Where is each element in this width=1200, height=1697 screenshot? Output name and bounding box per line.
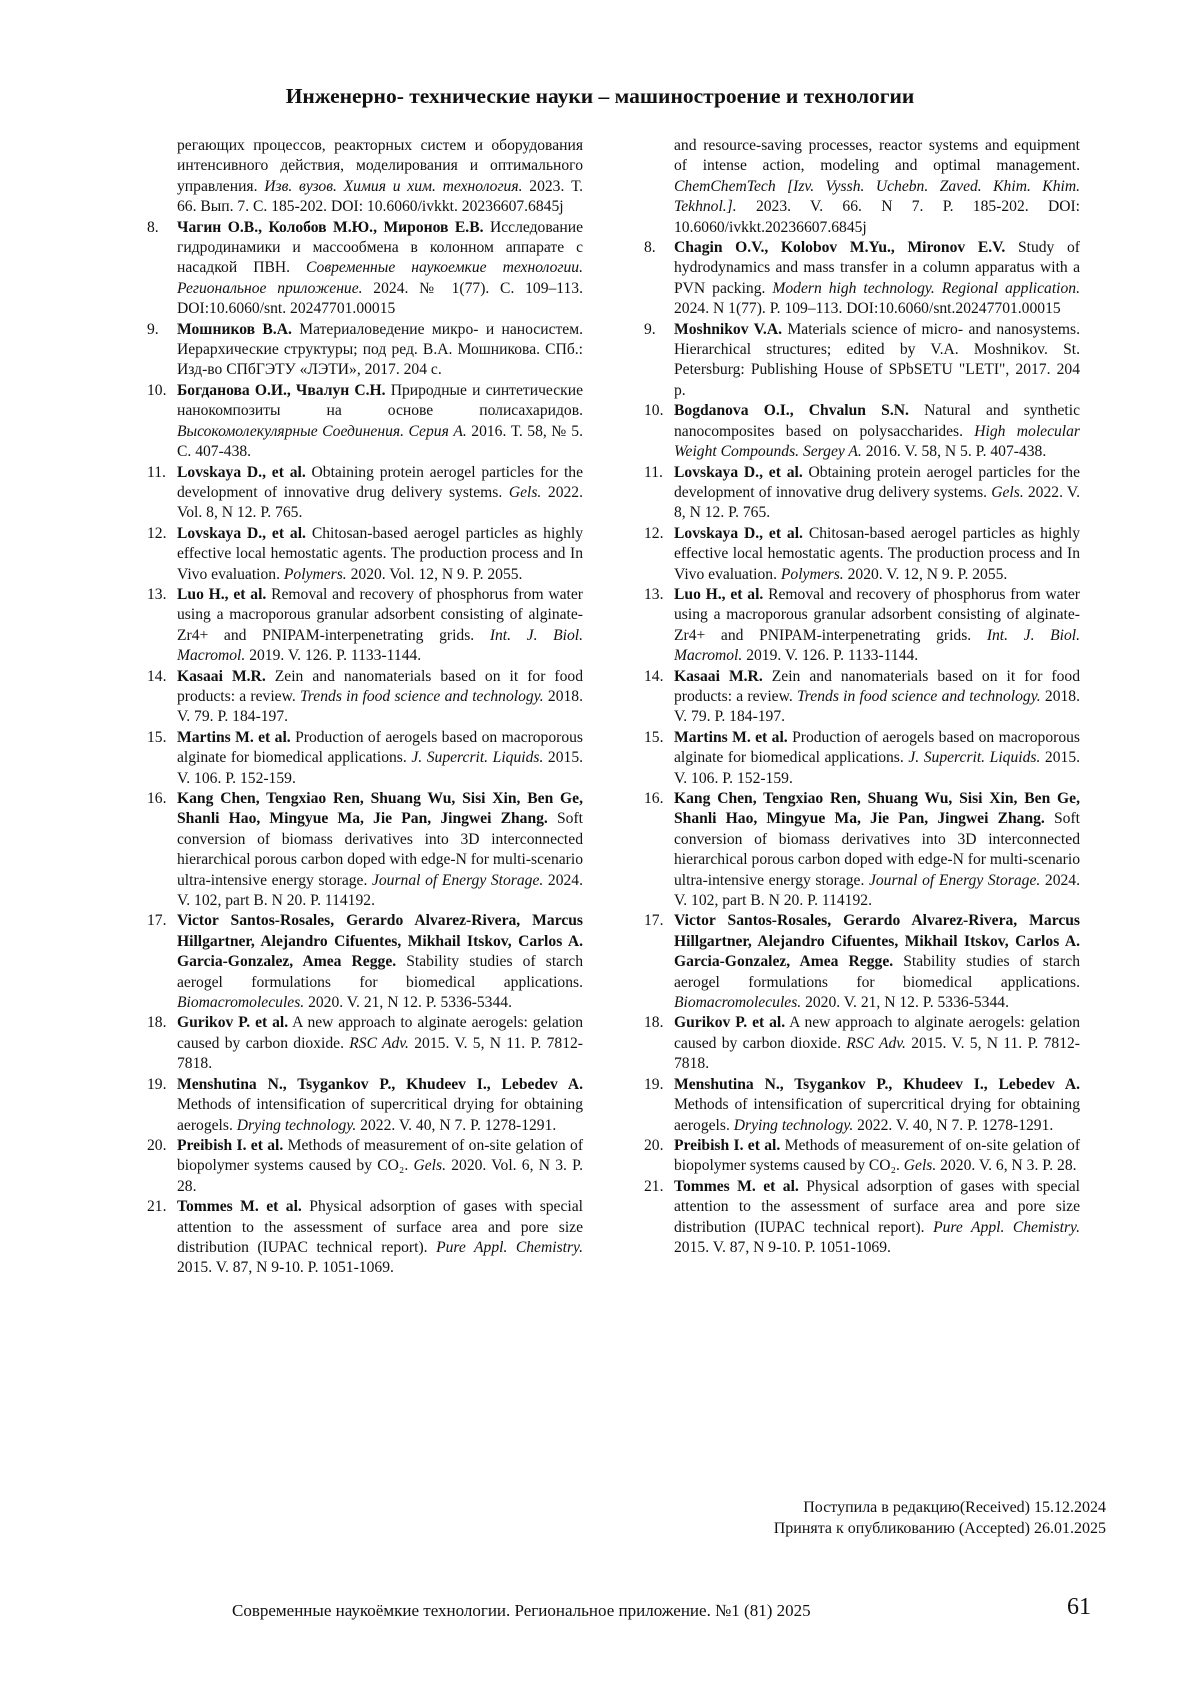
reference-item — [147, 1197, 583, 1279]
reference-title: Methods of intensification of supercritical drying for obtaining aerogels. — [674, 1096, 1080, 1134]
reference-item — [644, 585, 1080, 667]
reference-item — [644, 1013, 1080, 1074]
reference-item — [147, 789, 583, 911]
reference-details: 2020. V. 21, N 12. P. 5336-5344. — [304, 994, 512, 1012]
reference-authors: Victor Santos-Rosales, Gerardo Alvarez-Rivera, Marcus Hillgartner, Alejandro Cifuentes, Mikhail Itskov, Carlos A. Garcia-Gonzalez, Amea Regge. — [674, 912, 1080, 971]
page-number: 61 — [1067, 1594, 1091, 1620]
reference-details: 2022. V. 40, N 7. P. 1278-1291. — [356, 1116, 557, 1134]
reference-body — [674, 238, 1080, 320]
reference-number: 20. — [147, 1136, 167, 1154]
reference-details: 2015. V. 87, N 9-10. P. 1051-1069. — [177, 1259, 394, 1277]
reference-journal: Gels. — [508, 483, 542, 501]
reference-number: 14. — [644, 667, 664, 685]
reference-authors: Martins M. et al. — [674, 728, 788, 746]
reference-item — [147, 1075, 583, 1136]
reference-number: 18. — [644, 1014, 664, 1032]
reference-title: Материаловедение микро- и наносистем. Иерархические структуры; под ред. В.А. Мошникова. СПб.: Изд-во СПбГЭТУ «ЛЭТИ», 2017. 204 с. — [177, 320, 583, 379]
reference-details: 2016. Т. 58, № 5. С. 407-438. — [177, 422, 583, 461]
reference-number: 19. — [644, 1075, 664, 1093]
reference-body — [177, 524, 583, 585]
reference-body — [177, 463, 583, 524]
reference-item — [147, 1136, 583, 1197]
reference-body — [674, 911, 1080, 1013]
reference-number: 18. — [147, 1014, 167, 1032]
reference-list-russian — [147, 218, 583, 1279]
reference-authors: Богданова О.И., Чвалун С.Н. — [177, 381, 386, 399]
reference-authors: Gurikov P. et al. — [177, 1014, 289, 1032]
reference-details: 2020. V. 6, N 3. P. 28. — [936, 1157, 1077, 1175]
reference-number: 17. — [147, 912, 167, 930]
reference-details: 2015. V. 87, N 9-10. P. 1051-1069. — [674, 1238, 891, 1256]
reference-list-english — [644, 238, 1080, 1258]
reference-number: 12. — [147, 524, 167, 542]
reference-item — [644, 1136, 1080, 1177]
reference-number: 11. — [147, 463, 166, 481]
reference-authors: Kasaai M.R. — [674, 667, 763, 685]
reference-journal: Gels. — [413, 1157, 446, 1175]
reference-authors: Lovskaya D., et al. — [674, 524, 803, 542]
reference-number: 16. — [147, 790, 167, 807]
reference-title: Исследование гидродинамики и массообмена в колонном аппарате с насадкой ПВН. — [177, 218, 584, 277]
page-header-title: Инженерно- технические науки – машиностроение и технологии — [285, 84, 915, 108]
reference-title: Methods of measurement of on-site gelation of biopolymer systems caused by CO₂. — [674, 1136, 1081, 1175]
reference-journal: Современные наукоемкие технологии. Региональное приложение. — [177, 259, 583, 297]
reference-item — [147, 463, 583, 524]
continued-journal: ChemChemTech [Izv. Vyssh. Uchebn. Zaved. Khim. Khim. Tekhnol.]. — [674, 177, 1080, 216]
reference-body — [177, 1013, 583, 1074]
reference-item — [147, 320, 583, 381]
reference-item — [644, 463, 1080, 524]
reference-details: 2022. Vol. 8, N 12. P. 765. — [177, 483, 583, 522]
reference-journal: Trends in food science and technology. — [300, 687, 544, 705]
reference-authors: Lovskaya D., et al. — [177, 463, 306, 481]
reference-journal: RSC Adv. — [846, 1034, 906, 1052]
reference-journal: Int. J. Biol. Macromol. — [177, 626, 583, 665]
reference-title: Stability studies of starch aerogel formulations for biomedical applications. — [674, 953, 1080, 991]
reference-body — [177, 1136, 583, 1197]
reference-body — [674, 1136, 1080, 1177]
reference-item — [644, 789, 1080, 911]
continued-text: and resource-saving processes, reactor systems and equipment of intense action, modeling and optimal management. — [674, 137, 1080, 175]
reference-journal: Drying technology. — [733, 1116, 854, 1134]
reference-body — [674, 667, 1080, 728]
reference-item — [644, 728, 1080, 789]
reference-body — [674, 1177, 1080, 1259]
reference-journal: Drying technology. — [236, 1116, 357, 1134]
reference-journal: Trends in food science and technology. — [797, 687, 1041, 705]
reference-authors: Kasaai M.R. — [177, 667, 266, 685]
reference-details: 2020. V. 21, N 12. P. 5336-5344. — [801, 994, 1009, 1012]
reference-item — [644, 1177, 1080, 1259]
reference-details: 2022. V. 40, N 7. P. 1278-1291. — [853, 1116, 1054, 1134]
reference-body — [177, 1197, 583, 1279]
reference-number: 15. — [644, 728, 664, 746]
reference-number: 20. — [644, 1136, 664, 1154]
reference-authors: Menshutina N., Tsygankov P., Khudeev I., Lebedev A. — [674, 1075, 1080, 1093]
reference-body — [177, 381, 583, 463]
reference-journal: Journal of Energy Storage. — [371, 871, 544, 889]
reference-body — [674, 1013, 1080, 1074]
reference-journal: Pure Appl. Chemistry. — [436, 1238, 583, 1256]
reference-number: 21. — [147, 1198, 167, 1216]
reference-number: 14. — [147, 667, 167, 685]
reference-item — [147, 218, 583, 320]
reference-authors: Preibish I. et al. — [177, 1136, 284, 1154]
reference-title: Chitosan-based aerogel particles as highly effective local hemostatic agents. The production process and In Vivo evaluation. — [177, 524, 583, 583]
reference-item — [644, 667, 1080, 728]
reference-journal: Biomacromolecules. — [177, 994, 305, 1012]
reference-number: 12. — [644, 524, 664, 542]
reference-number: 19. — [147, 1075, 167, 1093]
reference-authors: Moshnikov V.A. — [674, 320, 782, 338]
reference-authors: Kang Chen, Tengxiao Ren, Shuang Wu, Sisi Xin, Ben Ge, Shanli Hao, Mingyue Ma, Jie Pan, Jingwei Zhang. — [674, 790, 1080, 828]
continued-tail: 2023. V. 66. N 7. P. 185-202. DOI: 10.6060/ivkkt.20236607.6845j — [674, 198, 1080, 236]
reference-authors: Tommes M. et al. — [177, 1198, 302, 1216]
reference-journal: RSC Adv. — [349, 1034, 409, 1052]
reference-title: A new approach to alginate aerogels: gelation caused by carbon dioxide. — [177, 1014, 583, 1052]
reference-authors: Preibish I. et al. — [674, 1136, 781, 1154]
reference-authors: Gurikov P. et al. — [674, 1014, 786, 1032]
reference-number: 13. — [644, 585, 664, 603]
reference-authors: Мошников В.А. — [177, 320, 292, 338]
reference-details: 2015. V. 5, N 11. P. 7812-7818. — [674, 1034, 1080, 1073]
footer-journal-title: Современные наукоёмкие технологии. Региональное приложение. №1 (81) 2025 — [232, 1601, 811, 1620]
reference-title: Removal and recovery of phosphorus from water using a macroporous granular adsorbent consisting of alginate-Zr4+ and PNIPAM-interpenetrating grids. — [177, 585, 583, 644]
reference-details: 2022. V. 8, N 12. P. 765. — [674, 483, 1080, 522]
reference-item — [147, 524, 583, 585]
reference-title: Materials science of micro- and nanosystems. Hierarchical structures; edited by V.A. Moshnikov. St. Petersburg: Publishing House of SPbSETU "LETI", 2017. 204 p. — [674, 320, 1080, 399]
reference-item — [147, 1013, 583, 1074]
reference-details: 2018. V. 79. P. 184-197. — [177, 687, 583, 726]
reference-body — [674, 463, 1080, 524]
reference-number: 16. — [644, 790, 664, 807]
reference-details: 2019. V. 126. P. 1133-1144. — [245, 647, 422, 665]
reference-title: Physical adsorption of gases with special attention to the assessment of surface area and pore size distribution (IUPAC technical report). — [674, 1177, 1080, 1236]
reference-title: Chitosan-based aerogel particles as highly effective local hemostatic agents. The production process and In Vivo evaluation. — [674, 524, 1080, 583]
reference-authors: Menshutina N., Tsygankov P., Khudeev I., Lebedev A. — [177, 1075, 583, 1093]
reference-details: 2020. Vol. 12, N 9. P. 2055. — [346, 565, 523, 583]
reference-title: Soft conversion of biomass derivatives into 3D interconnected hierarchical porous carbon doped with edge-N for multi-scenario ultra-intensive energy storage. — [177, 810, 583, 889]
reference-authors: Luo H., et al. — [177, 585, 267, 603]
reference-body — [177, 1075, 583, 1136]
reference-journal: J. Supercrit. Liquids. — [411, 749, 544, 767]
continued-reference — [147, 136, 583, 218]
reference-number: 10. — [147, 381, 167, 399]
reference-journal: Gels. — [991, 483, 1024, 501]
reference-title: Study of hydrodynamics and mass transfer in a column apparatus with a PVN packing. — [674, 239, 1080, 297]
reference-body — [674, 524, 1080, 585]
reference-number: 8. — [147, 218, 159, 236]
reference-title: Stability studies of starch aerogel formulations for biomedical applications. — [177, 953, 583, 991]
continued-text: регающих процессов, реакторных систем и оборудования интенсивного действия, моделирования и оптимального управления. — [177, 137, 583, 195]
reference-number: 8. — [644, 239, 656, 257]
reference-details: 2016. V. 58, N 5. P. 407-438. — [861, 443, 1047, 461]
reference-details: 2015. V. 106. P. 152-159. — [177, 749, 584, 787]
reference-authors: Kang Chen, Tengxiao Ren, Shuang Wu, Sisi Xin, Ben Ge, Shanli Hao, Mingyue Ma, Jie Pan, Jingwei Zhang. — [177, 790, 583, 828]
reference-details: 2024. № 1(77). С. 109–113. DOI:10.6060/snt. 20247701.00015 — [177, 279, 583, 318]
reference-title: Production of aerogels based on macroporous alginate for biomedical applications. — [674, 728, 1081, 767]
received-dates — [774, 1497, 1106, 1539]
received-date: Поступила в редакцию(Received) 15.12.2024 — [803, 1499, 1106, 1516]
reference-journal: Modern high technology. Regional application. — [772, 279, 1080, 297]
reference-authors: Luo H., et al. — [674, 585, 764, 603]
right-column — [644, 136, 1080, 1258]
reference-authors: Bogdanova O.I., Chvalun S.N. — [674, 402, 909, 420]
reference-body — [177, 728, 583, 789]
reference-title: Methods of intensification of supercritical drying for obtaining aerogels. — [177, 1096, 583, 1134]
reference-number: 9. — [644, 320, 656, 338]
reference-item — [644, 911, 1080, 1013]
reference-body — [674, 1075, 1080, 1136]
reference-item — [644, 238, 1080, 320]
reference-journal: Polymers. — [283, 565, 347, 583]
reference-details: 2018. V. 79. P. 184-197. — [674, 687, 1080, 726]
reference-body — [177, 218, 583, 320]
reference-authors: Lovskaya D., et al. — [674, 463, 803, 481]
reference-item — [644, 1075, 1080, 1136]
reference-title: Natural and synthetic nanocomposites based on polysaccharides. — [674, 402, 1080, 440]
reference-item — [147, 585, 583, 667]
reference-item — [147, 667, 583, 728]
reference-details: 2020. Vol. 6, N 3. P. 28. — [177, 1157, 583, 1195]
reference-journal: Polymers. — [780, 565, 844, 583]
reference-title: Physical adsorption of gases with special attention to the assessment of surface area and pore size distribution (IUPAC technical report). — [177, 1198, 583, 1256]
accepted-date: Принята к опубликованию (Accepted) 26.01.2025 — [773, 1520, 1106, 1537]
reference-journal: Pure Appl. Chemistry. — [933, 1218, 1080, 1236]
reference-details: 2015. V. 106. P. 152-159. — [674, 749, 1081, 787]
reference-body — [177, 911, 583, 1013]
reference-details: 2019. V. 126. P. 1133-1144. — [742, 647, 919, 665]
reference-journal: High molecular Weight Compounds. Sergey A. — [674, 422, 1080, 461]
reference-item — [147, 728, 583, 789]
reference-journal: Gels. — [903, 1157, 937, 1175]
reference-title: Methods of measurement of on-site gelation of biopolymer systems caused by CO₂. — [177, 1136, 584, 1175]
reference-title: Production of aerogels based on macroporous alginate for biomedical applications. — [177, 728, 584, 767]
continued-journal: Изв. вузов. Химия и хим. технология. — [264, 177, 523, 195]
reference-authors: Chagin O.V., Kolobov M.Yu., Mironov E.V. — [674, 239, 1006, 257]
reference-number: 17. — [644, 912, 664, 930]
reference-title: Zein and nanomaterials based on it for food products: a review. — [674, 667, 1080, 705]
reference-body — [674, 401, 1080, 462]
reference-title: Obtaining protein aerogel particles for the development of innovative drug delivery systems. — [674, 463, 1080, 501]
reference-body — [674, 585, 1080, 667]
reference-item — [644, 401, 1080, 462]
reference-number: 10. — [644, 402, 664, 420]
reference-title: Soft conversion of biomass derivatives into 3D interconnected hierarchical porous carbon doped with edge-N for multi-scenario ultra-intensive energy storage. — [674, 810, 1080, 889]
reference-journal: Int. J. Biol. Macromol. — [674, 626, 1080, 665]
reference-item — [147, 381, 583, 463]
reference-journal: J. Supercrit. Liquids. — [908, 749, 1041, 767]
reference-item — [644, 524, 1080, 585]
reference-journal: Высокомолекулярные Соединения. Серия А. — [177, 422, 467, 440]
reference-title: Obtaining protein aerogel particles for the development of innovative drug delivery systems. — [177, 463, 583, 501]
left-column — [147, 136, 583, 1279]
reference-number: 13. — [147, 585, 167, 603]
reference-body — [177, 789, 583, 911]
reference-body — [674, 789, 1080, 911]
reference-body — [674, 320, 1080, 402]
reference-authors: Tommes M. et al. — [674, 1177, 799, 1195]
reference-number: 11. — [644, 463, 663, 481]
reference-details: 2024. N 1(77). P. 109–113. DOI:10.6060/snt.20247701.00015 — [674, 300, 1061, 318]
reference-details: 2020. V. 12, N 9. P. 2055. — [843, 565, 1008, 583]
reference-number: 9. — [147, 320, 159, 338]
reference-authors: Victor Santos-Rosales, Gerardo Alvarez-Rivera, Marcus Hillgartner, Alejandro Cifuentes, Mikhail Itskov, Carlos A. Garcia-Gonzalez, Amea Regge. — [177, 912, 583, 971]
reference-journal: Journal of Energy Storage. — [868, 871, 1041, 889]
reference-body — [674, 728, 1080, 789]
reference-title: A new approach to alginate aerogels: gelation caused by carbon dioxide. — [674, 1014, 1080, 1052]
reference-body — [177, 667, 583, 728]
continued-tail: 2023. Т. 66. Вып. 7. С. 185-202. DOI: 10.6060/ivkkt. 20236607.6845j — [177, 177, 584, 216]
reference-journal: Biomacromolecules. — [674, 994, 802, 1012]
reference-number: 21. — [644, 1177, 664, 1195]
reference-details: 2024. V. 102, part B. N 20. P. 114192. — [674, 871, 1080, 910]
continued-reference — [644, 136, 1080, 238]
reference-item — [147, 911, 583, 1013]
reference-number: 15. — [147, 728, 167, 746]
reference-authors: Lovskaya D., et al. — [177, 524, 306, 542]
reference-body — [177, 585, 583, 667]
reference-details: 2024. V. 102, part B. N 20. P. 114192. — [177, 871, 583, 910]
reference-title: Природные и синтетические нанокомпозиты на основе полисахаридов. — [177, 381, 583, 420]
reference-title: Zein and nanomaterials based on it for food products: a review. — [177, 667, 583, 705]
reference-authors: Martins M. et al. — [177, 728, 291, 746]
reference-title: Removal and recovery of phosphorus from water using a macroporous granular adsorbent consisting of alginate-Zr4+ and PNIPAM-interpenetrating grids. — [674, 585, 1080, 644]
reference-item — [644, 320, 1080, 402]
reference-details: 2015. V. 5, N 11. P. 7812-7818. — [177, 1034, 583, 1073]
reference-body — [177, 320, 583, 381]
reference-authors: Чагин О.В., Колобов М.Ю., Миронов Е.В. — [177, 218, 484, 236]
